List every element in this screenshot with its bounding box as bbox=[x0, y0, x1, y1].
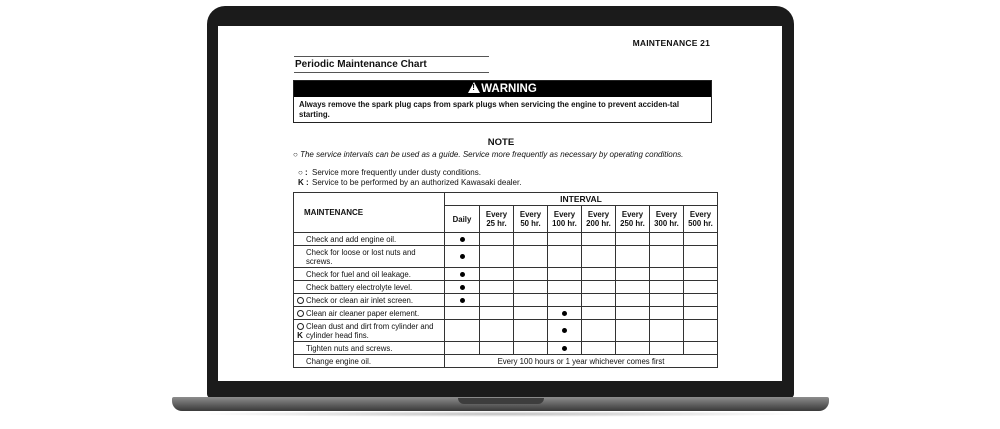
check-dot-icon bbox=[562, 311, 567, 316]
maintenance-item bbox=[294, 294, 445, 307]
interval-cell bbox=[548, 246, 582, 268]
warning-heading-bar bbox=[294, 81, 711, 97]
interval-cell bbox=[582, 320, 616, 342]
interval-column-header: Every 25 hr. bbox=[480, 206, 514, 233]
interval-column-header: Every 50 hr. bbox=[514, 206, 548, 233]
table-row bbox=[294, 342, 718, 355]
item-text: Check and add engine oil. bbox=[306, 234, 397, 244]
interval-cell bbox=[616, 320, 650, 342]
table-row bbox=[294, 233, 718, 246]
interval-cell bbox=[514, 233, 548, 246]
interval-cell bbox=[582, 281, 616, 294]
interval-cell bbox=[480, 246, 514, 268]
table-row bbox=[294, 294, 718, 307]
legend-item-dusty bbox=[298, 168, 481, 177]
interval-cell bbox=[480, 342, 514, 355]
dusty-circle-icon bbox=[297, 323, 304, 330]
item-markers bbox=[294, 296, 306, 305]
interval-cell bbox=[616, 233, 650, 246]
item-text: Change engine oil. bbox=[306, 356, 372, 366]
interval-cell bbox=[650, 281, 684, 294]
interval-cell bbox=[514, 268, 548, 281]
interval-cell bbox=[445, 294, 480, 307]
item-markers bbox=[294, 309, 306, 318]
check-dot-icon bbox=[460, 285, 465, 290]
maintenance-item bbox=[294, 233, 445, 246]
interval-cell bbox=[480, 281, 514, 294]
interval-cell bbox=[684, 281, 718, 294]
interval-column-header: Every 500 hr. bbox=[684, 206, 718, 233]
item-text: Clean dust and dirt from cylinder and cylinder head fins. bbox=[306, 321, 434, 340]
check-dot-icon bbox=[460, 298, 465, 303]
legend-item-dealer bbox=[298, 178, 521, 187]
legend-symbol: ○ : bbox=[298, 168, 308, 177]
interval-column-header: Every 200 hr. bbox=[582, 206, 616, 233]
interval-cell bbox=[582, 294, 616, 307]
check-dot-icon bbox=[562, 346, 567, 351]
interval-cell bbox=[582, 342, 616, 355]
maintenance-table bbox=[293, 192, 718, 368]
warning-text: Always remove the spark plug caps from spark plugs when servicing the engine to prevent acciden-tal starting. bbox=[299, 100, 679, 119]
interval-cell bbox=[514, 342, 548, 355]
table-row bbox=[294, 355, 718, 368]
maintenance-item bbox=[294, 342, 445, 355]
warning-heading: WARNING bbox=[481, 83, 537, 95]
interval-cell bbox=[650, 320, 684, 342]
item-text: Check or clean air inlet screen. bbox=[306, 295, 414, 305]
warning-box bbox=[293, 80, 712, 123]
interval-cell bbox=[582, 307, 616, 320]
item-text: Check battery electrolyte level. bbox=[306, 282, 413, 292]
interval-cell bbox=[445, 342, 480, 355]
item-text: Check for loose or lost nuts and screws. bbox=[306, 247, 416, 266]
interval-cell bbox=[684, 246, 718, 268]
interval-cell bbox=[548, 307, 582, 320]
interval-cell bbox=[514, 294, 548, 307]
interval-cell bbox=[650, 307, 684, 320]
item-text: Tighten nuts and screws. bbox=[306, 343, 393, 353]
item-markers bbox=[294, 322, 306, 340]
interval-column-header: Daily bbox=[445, 206, 480, 233]
interval-cell bbox=[514, 281, 548, 294]
legend-text: Service to be performed by an authorized Kawasaki dealer. bbox=[312, 178, 522, 187]
interval-cell bbox=[684, 342, 718, 355]
interval-cell bbox=[616, 342, 650, 355]
laptop-shadow bbox=[190, 411, 810, 417]
interval-cell bbox=[445, 281, 480, 294]
interval-column-header: Every 300 hr. bbox=[650, 206, 684, 233]
legend-symbol: K : bbox=[298, 178, 309, 187]
maintenance-item bbox=[294, 355, 445, 368]
interval-cell bbox=[548, 268, 582, 281]
maintenance-item bbox=[294, 320, 445, 342]
table-row bbox=[294, 246, 718, 268]
maintenance-item bbox=[294, 268, 445, 281]
maintenance-rows bbox=[294, 233, 718, 368]
item-text: Check for fuel and oil leakage. bbox=[306, 269, 411, 279]
interval-cell bbox=[548, 281, 582, 294]
interval-cell bbox=[514, 320, 548, 342]
check-dot-icon bbox=[460, 272, 465, 277]
interval-cell bbox=[616, 281, 650, 294]
table-row bbox=[294, 320, 718, 342]
interval-cell bbox=[684, 268, 718, 281]
interval-cell bbox=[684, 294, 718, 307]
interval-cell bbox=[650, 233, 684, 246]
interval-cell bbox=[616, 307, 650, 320]
check-dot-icon bbox=[460, 237, 465, 242]
interval-cell bbox=[480, 294, 514, 307]
interval-cell bbox=[650, 342, 684, 355]
interval-note: Every 100 hours or 1 year whichever comes first bbox=[445, 355, 718, 368]
interval-cell bbox=[480, 320, 514, 342]
interval-cell bbox=[650, 246, 684, 268]
warning-triangle-icon: ! bbox=[468, 82, 480, 93]
maintenance-header: MAINTENANCE bbox=[294, 193, 445, 233]
laptop-screen bbox=[218, 26, 782, 381]
maintenance-item bbox=[294, 307, 445, 320]
note-text: ○ The service intervals can be used as a guide. Service more frequently as necessary by operating conditions. bbox=[293, 150, 684, 159]
interval-cell bbox=[548, 320, 582, 342]
maintenance-item bbox=[294, 246, 445, 268]
interval-cell bbox=[445, 268, 480, 281]
dealer-k-marker: K bbox=[297, 330, 303, 340]
interval-cell bbox=[548, 233, 582, 246]
interval-cell bbox=[582, 246, 616, 268]
interval-cell bbox=[684, 233, 718, 246]
item-text: Clean air cleaner paper element. bbox=[306, 308, 420, 318]
dusty-circle-icon bbox=[297, 310, 304, 317]
interval-cell bbox=[480, 268, 514, 281]
check-dot-icon bbox=[562, 328, 567, 333]
dusty-circle-icon bbox=[297, 297, 304, 304]
interval-cell bbox=[650, 294, 684, 307]
interval-cell bbox=[514, 307, 548, 320]
interval-cell bbox=[616, 246, 650, 268]
interval-cell bbox=[616, 268, 650, 281]
interval-cell bbox=[582, 233, 616, 246]
table-row bbox=[294, 268, 718, 281]
section-title: Periodic Maintenance Chart bbox=[294, 56, 489, 73]
interval-header: INTERVAL bbox=[445, 193, 718, 206]
interval-cell bbox=[480, 233, 514, 246]
interval-cell bbox=[548, 294, 582, 307]
maintenance-item bbox=[294, 281, 445, 294]
interval-cell bbox=[548, 342, 582, 355]
page-header: MAINTENANCE 21 bbox=[632, 38, 710, 48]
interval-column-header: Every 250 hr. bbox=[616, 206, 650, 233]
interval-cell bbox=[650, 268, 684, 281]
interval-cell bbox=[684, 320, 718, 342]
note-title: NOTE bbox=[487, 137, 515, 148]
interval-column-header: Every 100 hr. bbox=[548, 206, 582, 233]
note-circle-icon: ○ bbox=[293, 150, 301, 159]
interval-cell bbox=[445, 320, 480, 342]
table-row bbox=[294, 307, 718, 320]
check-dot-icon bbox=[460, 254, 465, 259]
table-row bbox=[294, 281, 718, 294]
interval-cell bbox=[514, 246, 548, 268]
interval-cell bbox=[445, 246, 480, 268]
laptop-notch bbox=[458, 398, 544, 404]
interval-cell bbox=[445, 307, 480, 320]
interval-cell bbox=[445, 233, 480, 246]
interval-cell bbox=[582, 268, 616, 281]
interval-cell bbox=[616, 294, 650, 307]
interval-cell bbox=[480, 307, 514, 320]
interval-cell bbox=[684, 307, 718, 320]
legend-text: Service more frequently under dusty conditions. bbox=[312, 168, 481, 177]
